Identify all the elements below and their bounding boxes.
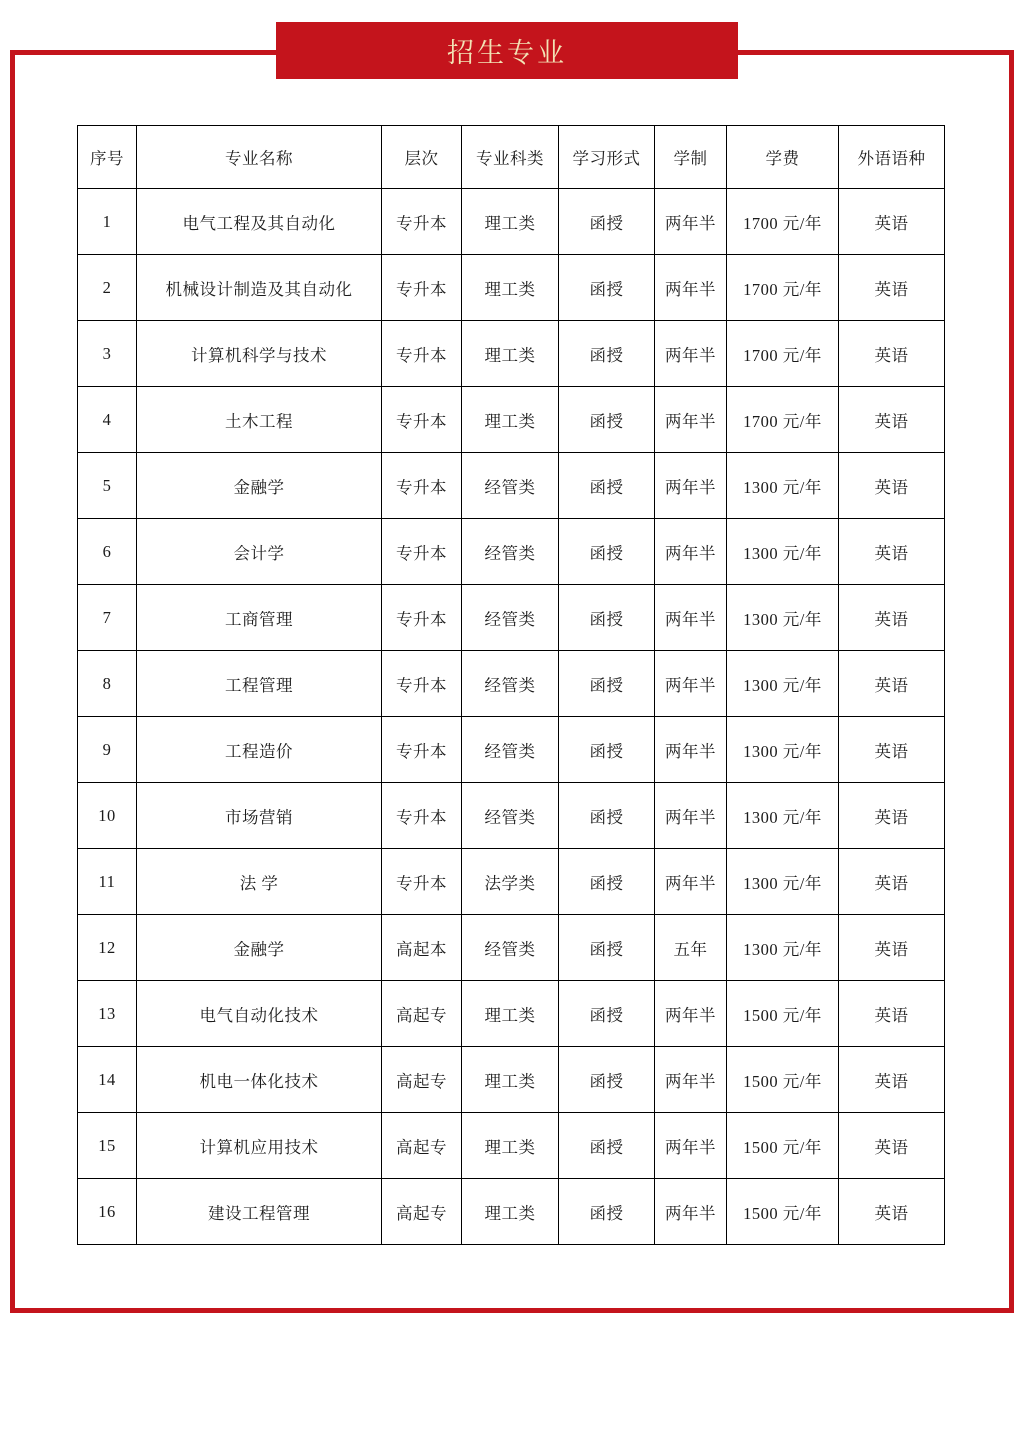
cell-tuition: 1300 元/年 <box>727 651 839 717</box>
cell-category: 理工类 <box>462 387 559 453</box>
table-row <box>78 255 945 321</box>
cell-duration: 两年半 <box>655 1179 727 1245</box>
majors-table <box>77 125 945 1245</box>
cell-major-name: 会计学 <box>137 519 382 585</box>
cell-language: 英语 <box>839 915 945 981</box>
cell-index: 16 <box>78 1179 137 1245</box>
cell-index: 6 <box>78 519 137 585</box>
cell-tuition: 1300 元/年 <box>727 585 839 651</box>
cell-major-name: 工商管理 <box>137 585 382 651</box>
cell-index: 15 <box>78 1113 137 1179</box>
table-row <box>78 783 945 849</box>
table-row <box>78 717 945 783</box>
cell-tuition: 1500 元/年 <box>727 981 839 1047</box>
cell-duration: 两年半 <box>655 849 727 915</box>
cell-study-form: 函授 <box>559 1047 655 1113</box>
cell-duration: 两年半 <box>655 717 727 783</box>
cell-major-name: 计算机科学与技术 <box>137 321 382 387</box>
column-header-level: 层次 <box>382 126 462 189</box>
cell-index: 8 <box>78 651 137 717</box>
cell-major-name: 工程造价 <box>137 717 382 783</box>
cell-duration: 两年半 <box>655 255 727 321</box>
table-row <box>78 849 945 915</box>
cell-duration: 两年半 <box>655 321 727 387</box>
cell-major-name: 土木工程 <box>137 387 382 453</box>
cell-major-name: 机械设计制造及其自动化 <box>137 255 382 321</box>
cell-level: 高起本 <box>382 915 462 981</box>
majors-table-container <box>77 125 944 1245</box>
column-header-duration: 学制 <box>655 126 727 189</box>
cell-language: 英语 <box>839 321 945 387</box>
cell-category: 经管类 <box>462 519 559 585</box>
cell-language: 英语 <box>839 387 945 453</box>
table-row <box>78 585 945 651</box>
table-row <box>78 1047 945 1113</box>
cell-language: 英语 <box>839 783 945 849</box>
cell-language: 英语 <box>839 1179 945 1245</box>
column-header-tuition: 学费 <box>727 126 839 189</box>
cell-tuition: 1500 元/年 <box>727 1179 839 1245</box>
cell-major-name: 机电一体化技术 <box>137 1047 382 1113</box>
cell-level: 专升本 <box>382 651 462 717</box>
cell-major-name: 市场营销 <box>137 783 382 849</box>
cell-category: 理工类 <box>462 1113 559 1179</box>
cell-index: 14 <box>78 1047 137 1113</box>
cell-language: 英语 <box>839 585 945 651</box>
cell-duration: 两年半 <box>655 189 727 255</box>
cell-major-name: 电气自动化技术 <box>137 981 382 1047</box>
cell-index: 12 <box>78 915 137 981</box>
cell-study-form: 函授 <box>559 387 655 453</box>
cell-duration: 两年半 <box>655 981 727 1047</box>
cell-tuition: 1300 元/年 <box>727 783 839 849</box>
cell-level: 高起专 <box>382 1113 462 1179</box>
cell-level: 专升本 <box>382 585 462 651</box>
cell-language: 英语 <box>839 453 945 519</box>
cell-tuition: 1700 元/年 <box>727 321 839 387</box>
cell-duration: 两年半 <box>655 783 727 849</box>
cell-category: 经管类 <box>462 783 559 849</box>
cell-language: 英语 <box>839 519 945 585</box>
cell-tuition: 1300 元/年 <box>727 915 839 981</box>
column-header-major-name: 专业名称 <box>137 126 382 189</box>
cell-major-name: 金融学 <box>137 453 382 519</box>
cell-tuition: 1700 元/年 <box>727 189 839 255</box>
cell-language: 英语 <box>839 1113 945 1179</box>
cell-duration: 五年 <box>655 915 727 981</box>
cell-tuition: 1300 元/年 <box>727 453 839 519</box>
table-row <box>78 453 945 519</box>
cell-index: 9 <box>78 717 137 783</box>
cell-tuition: 1700 元/年 <box>727 255 839 321</box>
cell-index: 7 <box>78 585 137 651</box>
cell-category: 法学类 <box>462 849 559 915</box>
cell-major-name: 工程管理 <box>137 651 382 717</box>
cell-index: 1 <box>78 189 137 255</box>
cell-level: 专升本 <box>382 519 462 585</box>
table-row <box>78 321 945 387</box>
cell-index: 10 <box>78 783 137 849</box>
cell-language: 英语 <box>839 189 945 255</box>
cell-major-name: 法 学 <box>137 849 382 915</box>
cell-duration: 两年半 <box>655 1047 727 1113</box>
cell-study-form: 函授 <box>559 849 655 915</box>
cell-major-name: 计算机应用技术 <box>137 1113 382 1179</box>
cell-tuition: 1700 元/年 <box>727 387 839 453</box>
cell-study-form: 函授 <box>559 189 655 255</box>
page-title-banner <box>276 22 738 79</box>
page-title: 招生专业 <box>447 38 567 68</box>
cell-language: 英语 <box>839 981 945 1047</box>
cell-category: 理工类 <box>462 189 559 255</box>
cell-major-name: 建设工程管理 <box>137 1179 382 1245</box>
cell-tuition: 1500 元/年 <box>727 1113 839 1179</box>
cell-study-form: 函授 <box>559 981 655 1047</box>
cell-study-form: 函授 <box>559 651 655 717</box>
table-row <box>78 981 945 1047</box>
cell-level: 专升本 <box>382 321 462 387</box>
cell-category: 理工类 <box>462 321 559 387</box>
cell-duration: 两年半 <box>655 453 727 519</box>
column-header-language: 外语语种 <box>839 126 945 189</box>
cell-category: 经管类 <box>462 651 559 717</box>
table-row <box>78 519 945 585</box>
cell-language: 英语 <box>839 651 945 717</box>
cell-study-form: 函授 <box>559 1113 655 1179</box>
cell-duration: 两年半 <box>655 519 727 585</box>
table-row <box>78 915 945 981</box>
table-header-row <box>78 126 945 189</box>
cell-level: 专升本 <box>382 849 462 915</box>
cell-level: 专升本 <box>382 189 462 255</box>
cell-level: 高起专 <box>382 981 462 1047</box>
cell-category: 经管类 <box>462 585 559 651</box>
cell-index: 5 <box>78 453 137 519</box>
cell-tuition: 1300 元/年 <box>727 849 839 915</box>
cell-index: 11 <box>78 849 137 915</box>
cell-level: 专升本 <box>382 387 462 453</box>
cell-language: 英语 <box>839 255 945 321</box>
cell-study-form: 函授 <box>559 783 655 849</box>
cell-duration: 两年半 <box>655 387 727 453</box>
cell-language: 英语 <box>839 849 945 915</box>
cell-tuition: 1300 元/年 <box>727 717 839 783</box>
cell-tuition: 1300 元/年 <box>727 519 839 585</box>
cell-level: 高起专 <box>382 1179 462 1245</box>
cell-level: 专升本 <box>382 453 462 519</box>
cell-study-form: 函授 <box>559 255 655 321</box>
cell-study-form: 函授 <box>559 585 655 651</box>
cell-category: 经管类 <box>462 453 559 519</box>
cell-category: 理工类 <box>462 255 559 321</box>
cell-index: 13 <box>78 981 137 1047</box>
table-row <box>78 189 945 255</box>
cell-duration: 两年半 <box>655 651 727 717</box>
table-row <box>78 1113 945 1179</box>
table-row <box>78 651 945 717</box>
cell-category: 理工类 <box>462 981 559 1047</box>
cell-index: 2 <box>78 255 137 321</box>
cell-major-name: 电气工程及其自动化 <box>137 189 382 255</box>
cell-category: 理工类 <box>462 1047 559 1113</box>
cell-duration: 两年半 <box>655 1113 727 1179</box>
cell-study-form: 函授 <box>559 453 655 519</box>
table-row <box>78 1179 945 1245</box>
cell-study-form: 函授 <box>559 915 655 981</box>
cell-level: 专升本 <box>382 717 462 783</box>
cell-index: 3 <box>78 321 137 387</box>
table-row <box>78 387 945 453</box>
column-header-index: 序号 <box>78 126 137 189</box>
cell-study-form: 函授 <box>559 519 655 585</box>
column-header-study-form: 学习形式 <box>559 126 655 189</box>
cell-category: 经管类 <box>462 717 559 783</box>
cell-major-name: 金融学 <box>137 915 382 981</box>
cell-language: 英语 <box>839 1047 945 1113</box>
cell-category: 经管类 <box>462 915 559 981</box>
cell-category: 理工类 <box>462 1179 559 1245</box>
cell-study-form: 函授 <box>559 321 655 387</box>
cell-study-form: 函授 <box>559 1179 655 1245</box>
cell-level: 专升本 <box>382 783 462 849</box>
cell-level: 高起专 <box>382 1047 462 1113</box>
cell-language: 英语 <box>839 717 945 783</box>
cell-duration: 两年半 <box>655 585 727 651</box>
cell-level: 专升本 <box>382 255 462 321</box>
cell-index: 4 <box>78 387 137 453</box>
cell-study-form: 函授 <box>559 717 655 783</box>
cell-tuition: 1500 元/年 <box>727 1047 839 1113</box>
column-header-category: 专业科类 <box>462 126 559 189</box>
